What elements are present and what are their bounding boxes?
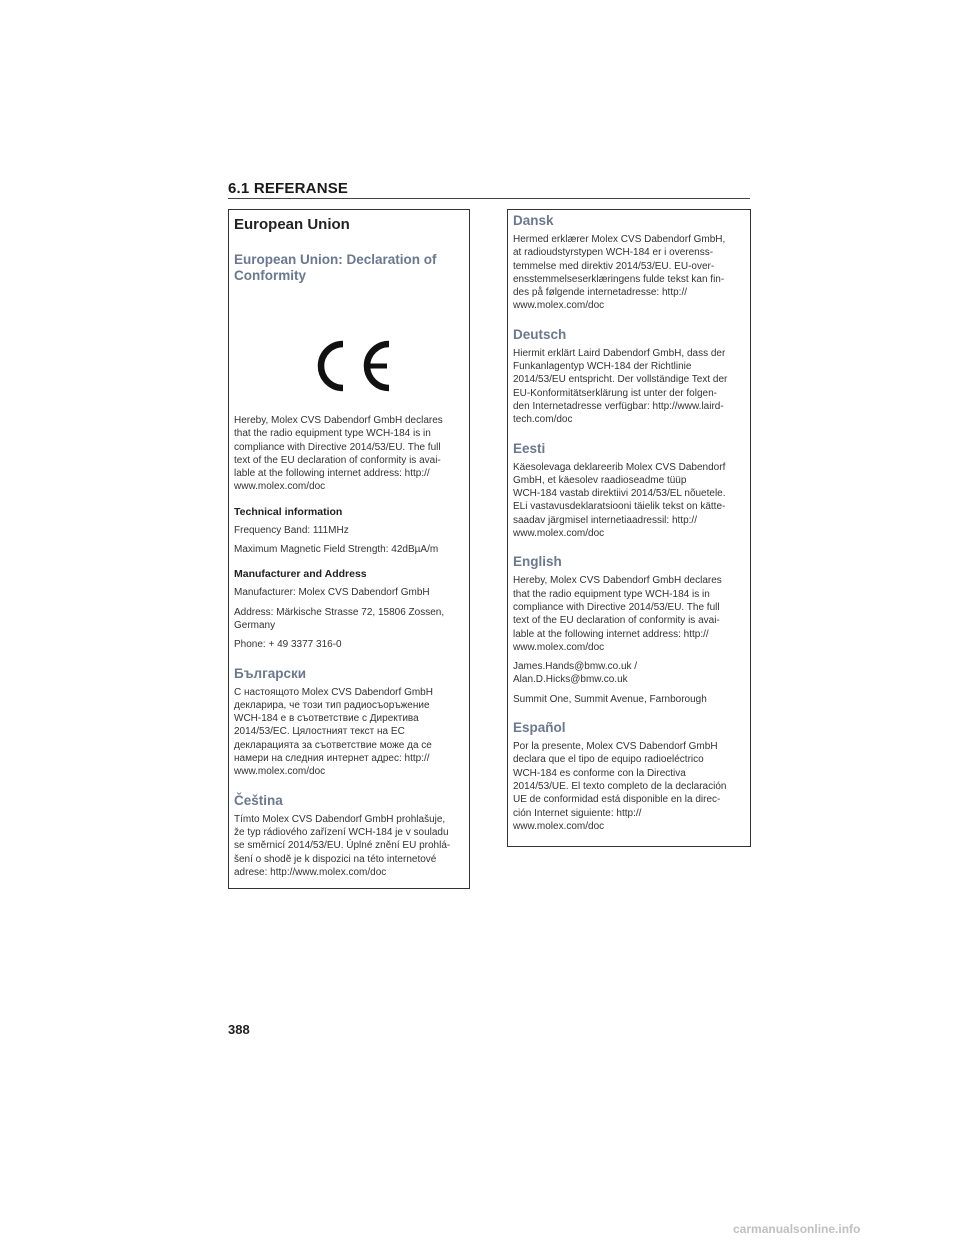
danish-text: Hermed erklærer Molex CVS Dabendorf GmbH, at radioudstyrstypen WCH-184 er i overenss- temmelse med direktiv 2014/53/EU. EU-over- ensstemmelseserklæringens fulde tekst kan fin- des på følgende internetadresse: http:// www.molex.com/doc (513, 234, 726, 312)
manufacturer-heading: Manufacturer and Address (234, 568, 367, 581)
danish-heading: Dansk (513, 213, 554, 228)
ce-mark-area (234, 288, 464, 414)
languages-box (507, 209, 751, 847)
spanish-text: Por la presente, Molex CVS Dabendorf GmbH declara que el tipo de equipo radioeléctrico WCH-184 es conforme con la Directiva 2014/53/UE. El texto completo de la declaración UE de conformidad está disponible en la direc- ción Internet siguiente: http:// www.molex.com/doc (513, 741, 727, 832)
tech-info-heading: Technical information (234, 505, 343, 518)
bulgarian-text: С настоящото Molex CVS Dabendorf GmbH декларира, че този тип радиосъоръжение WCH-184 е в съответствие с Директива 2014/53/ЕС. Цялостният текст на ЕС декларацията за съответствие може да се намери на следния интернет адрес: http:// www.molex.com/doc (234, 686, 433, 778)
english-contact-emails: James.Hands@bmw.co.uk / Alan.D.Hicks@bmw.co.uk (513, 661, 638, 686)
german-text: Hiermit erklärt Laird Dabendorf GmbH, dass der Funkanlagentyp WCH-184 der Richtlinie 2014/53/EU entspricht. Der vollständige Text der EU-Konformitätserklärung ist unter der folgen- den Internetadresse verfügbar: http://www.laird- tech.com/doc (513, 347, 728, 426)
eu-title: European Union (234, 216, 350, 233)
manufacturer-phone: Phone: + 49 3377 316-0 (234, 639, 342, 651)
czech-heading: Čeština (234, 792, 283, 808)
watermark: carmanualsonline.info (733, 1222, 861, 1236)
ce-mark-icon (307, 338, 395, 394)
bulgarian-heading: Български (234, 665, 307, 681)
manufacturer-name: Manufacturer: Molex CVS Dabendorf GmbH (234, 587, 430, 599)
czech-text: Tímto Molex CVS Dabendorf GmbH prohlašuje, že typ rádiového zařízení WCH-184 je v souladu se směrnicí 2014/53/EU. Úplné znění EU prohlá- šení o shodě je k dispozici na této internetové adrese: http://www.molex.com/doc (234, 813, 451, 878)
eu-declaration-text: Hereby, Molex CVS Dabendorf GmbH declares that the radio equipment type WCH-184 is in compliance with Directive 2014/53/EU. The full text of the EU declaration of conformity is avai- lable at the following internet address: http:// www.molex.com/doc (234, 415, 443, 493)
header-divider (228, 198, 750, 199)
eu-subtitle: European Union: Declaration of Conformity (234, 252, 437, 283)
english-text: Hereby, Molex CVS Dabendorf GmbH declares that the radio equipment type WCH-184 is in compliance with Directive 2014/53/EU. The full text of the EU declaration of conformity is avai- lable at the following internet address: http:// www.molex.com/doc (513, 575, 722, 653)
spanish-heading: Español (513, 720, 566, 736)
estonian-heading: Eesti (513, 440, 546, 456)
english-heading: English (513, 554, 562, 570)
manufacturer-address: Address: Märkische Strasse 72, 15806 Zossen, Germany (234, 606, 445, 631)
frequency-band: Frequency Band: 111MHz (234, 524, 349, 536)
english-contact-address: Summit One, Summit Avenue, Farnborough (513, 693, 707, 705)
german-heading: Deutsch (513, 326, 567, 342)
magnetic-field: Maximum Magnetic Field Strength: 42dBµA/m (234, 544, 439, 556)
eu-declaration-box (228, 209, 470, 889)
section-title: 6.1 REFERANSE (228, 180, 349, 197)
estonian-text: Käesolevaga deklareerib Molex CVS Dabendorf GmbH, et käesolev raadioseadme tüüp WCH-184 vastab direktiivi 2014/53/EL nõuetele. ELi vastavusdeklaratsiooni täielik tekst on kätte- saadav järgmisel internetiaadressil: http:// www.molex.com/doc (513, 461, 726, 540)
page-number: 388 (228, 1022, 250, 1037)
